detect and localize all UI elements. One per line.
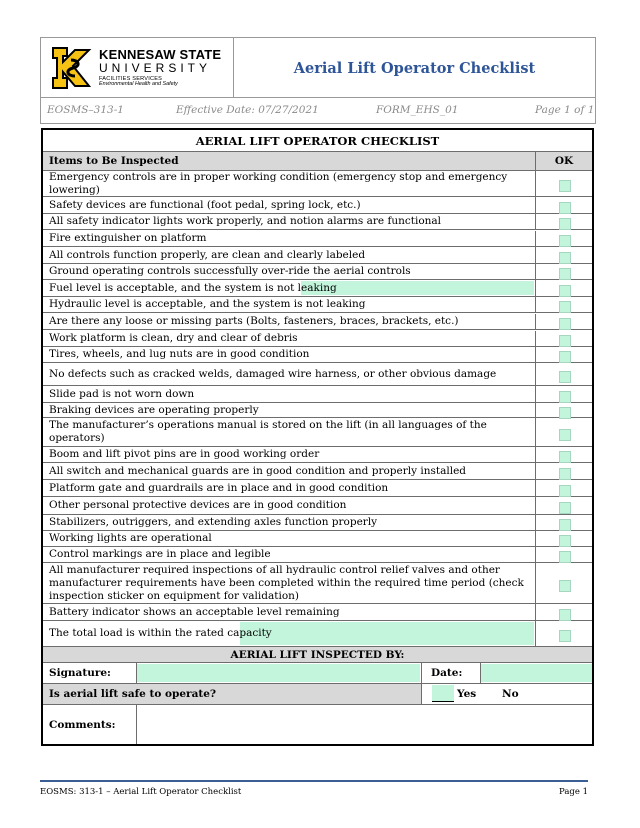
checklist-item-label: Stabilizers, outriggers, and extending axles function properly [49, 516, 378, 528]
comments-label: Comments: [49, 718, 116, 731]
ok-cell [535, 418, 592, 446]
ok-checkbox[interactable] [559, 285, 571, 297]
date-field[interactable] [481, 664, 592, 682]
page-indicator: Page 1 of 1 [535, 104, 595, 116]
ok-cell [535, 214, 592, 229]
ok-checkbox[interactable] [559, 268, 571, 280]
ok-checkbox[interactable] [559, 235, 571, 247]
footer-page-number: Page 1 [559, 787, 588, 797]
ok-cell [535, 547, 592, 562]
signature-field[interactable] [137, 664, 420, 682]
ok-cell [535, 403, 592, 417]
ok-cell [535, 264, 592, 279]
signature-label: Signature: [49, 667, 111, 679]
ok-cell [535, 386, 592, 402]
checklist-item-label: The total load is within the rated capacity [49, 627, 272, 639]
table-row [43, 604, 592, 621]
footer-rule [40, 780, 588, 782]
checklist-title: AERIAL LIFT OPERATOR CHECKLIST [43, 130, 592, 152]
ok-checkbox[interactable] [559, 351, 571, 363]
checklist-item-label: Fire extinguisher on platform [49, 232, 207, 244]
comments-field[interactable] [137, 705, 592, 744]
ok-cell [535, 447, 592, 462]
ok-cell [535, 480, 592, 496]
checklist-item-label: Battery indicator shows an acceptable level remaining [49, 605, 340, 618]
table-row [43, 264, 592, 280]
ok-checkbox[interactable] [559, 502, 571, 514]
doc-id: EOSMS–313-1 [47, 104, 124, 116]
signature-row [43, 663, 592, 684]
ok-cell [535, 280, 592, 296]
logo-line-4: Environmental Health and Safety [99, 81, 178, 88]
table-row [43, 314, 592, 330]
checklist-item-label: The manufacturer’s operations manual is stored on the lift (in all languages of the operators) [49, 419, 487, 444]
table-row [43, 547, 592, 563]
date-label: Date: [431, 667, 463, 679]
ksu-logo [41, 38, 234, 97]
checklist-item-label: Hydraulic level is acceptable, and the system is not leaking [49, 298, 366, 310]
checklist-item-label: Fuel level is acceptable, and the system is not leaking [49, 281, 337, 294]
safe-question: Is aerial lift safe to operate? [49, 688, 217, 700]
checklist-item-label: Are there any loose or missing parts (Bolts, fasteners, braces, brackets, etc.) [49, 315, 459, 327]
items-column-header: Items to Be Inspected [49, 154, 179, 167]
comments-row [43, 705, 592, 744]
checklist-item-label: Ground operating controls successfully over-ride the aerial controls [49, 265, 411, 277]
ok-cell [535, 197, 592, 213]
logo-line-1: KENNESAW STATE [99, 46, 222, 62]
ok-cell [535, 297, 592, 312]
ok-checkbox[interactable] [559, 218, 571, 230]
ok-checkbox[interactable] [559, 335, 571, 347]
inspected-by-heading: AERIAL LIFT INSPECTED BY: [43, 647, 592, 663]
checklist-item-label: All switch and mechanical guards are in good condition and properly installed [49, 464, 467, 477]
table-row [43, 621, 592, 647]
ok-checkbox[interactable] [559, 451, 571, 463]
table-row [43, 386, 592, 403]
effective-date: Effective Date: 07/27/2021 [176, 104, 319, 116]
checklist-item-label: Work platform is clean, dry and clear of debris [49, 332, 298, 344]
checklist-item-label: Braking devices are operating properly [49, 403, 259, 416]
table-row [43, 515, 592, 531]
table-row [43, 403, 592, 418]
ok-checkbox[interactable] [559, 391, 571, 403]
checklist-item-label: Slide pad is not worn down [49, 387, 195, 400]
meta-bar [40, 98, 596, 124]
table-row [43, 418, 592, 447]
ok-checkbox[interactable] [559, 318, 571, 330]
checklist-item-label: Boom and lift pivot pins are in good working order [49, 448, 320, 460]
yes-answer-field[interactable] [432, 685, 454, 702]
ok-checkbox[interactable] [559, 535, 571, 547]
footer-left-text: EOSMS: 313-1 – Aerial Lift Operator Checklist [40, 787, 242, 797]
yes-label: Yes [457, 688, 477, 700]
table-row [43, 463, 592, 480]
ok-cell [535, 531, 592, 546]
checklist-item-label: Emergency controls are in proper working condition (emergency stop and emergency lowering) [49, 170, 508, 196]
ok-cell [535, 463, 592, 479]
ok-cell [535, 604, 592, 620]
table-row [43, 214, 592, 230]
ok-column-header: OK [535, 152, 592, 170]
ksu-logo-mark-icon [49, 46, 93, 90]
ok-checkbox[interactable] [559, 252, 571, 264]
ok-cell [535, 347, 592, 362]
ok-checkbox[interactable] [559, 301, 571, 313]
ok-checkbox[interactable] [559, 485, 571, 497]
checklist-item-label: Working lights are operational [49, 532, 212, 544]
table-row [43, 531, 592, 547]
table-row [43, 563, 592, 604]
ok-checkbox[interactable] [559, 468, 571, 480]
ok-checkbox[interactable] [559, 551, 571, 563]
ok-checkbox[interactable] [559, 371, 571, 383]
ok-checkbox[interactable] [559, 180, 571, 192]
checklist-item-label: Platform gate and guardrails are in place and in good condition [49, 481, 389, 494]
ok-cell [535, 171, 592, 196]
ok-checkbox[interactable] [559, 429, 571, 441]
checklist-table [41, 128, 594, 746]
checklist-item-label: Other personal protective devices are in good condition [49, 499, 347, 511]
logo-line-2: UNIVERSITY [99, 60, 212, 75]
ok-checkbox[interactable] [559, 580, 571, 592]
ok-cell [535, 563, 592, 603]
table-row [43, 231, 592, 247]
table-row [43, 297, 592, 313]
table-row [43, 280, 592, 297]
table-row [43, 347, 592, 363]
ok-checkbox[interactable] [559, 630, 571, 642]
ok-checkbox[interactable] [559, 609, 571, 621]
checklist-item-label: Safety devices are functional (foot pedal, spring lock, etc.) [49, 198, 361, 211]
checklist-item-label: Control markings are in place and legible [49, 548, 271, 560]
table-row [43, 447, 592, 463]
table-row [43, 197, 592, 214]
ok-cell [535, 363, 592, 385]
safe-to-operate-row [43, 684, 592, 705]
ok-checkbox[interactable] [559, 202, 571, 214]
logo-line-3: FACILITIES SERVICES [99, 75, 163, 82]
table-row [43, 331, 592, 347]
ok-cell [535, 331, 592, 346]
table-row [43, 480, 592, 497]
ok-cell [535, 515, 592, 530]
ok-checkbox[interactable] [559, 519, 571, 531]
form-id: FORM_EHS_01 [376, 104, 459, 116]
ok-cell [535, 497, 592, 514]
checklist-item-label: All safety indicator lights work properly, and notion alarms are functional [49, 215, 442, 227]
table-row [43, 171, 592, 197]
ok-cell [535, 621, 592, 646]
no-label: No [502, 688, 519, 700]
document-title: Aerial Lift Operator Checklist [293, 60, 536, 77]
table-header-row [43, 152, 592, 171]
ok-cell [535, 231, 592, 246]
table-row [43, 363, 592, 386]
checklist-item-label: All manufacturer required inspections of all hydraulic control relief valves and other manufacturer requirements have been completed within the required time period (check inspection sticker on equipment for validation) [49, 563, 524, 602]
checklist-item-label: No defects such as cracked welds, damaged wire harness, or other obvious damage [49, 367, 497, 380]
table-row [43, 497, 592, 515]
checklist-item-label: Tires, wheels, and lug nuts are in good condition [49, 348, 310, 360]
document-header [40, 37, 596, 98]
ok-cell [535, 314, 592, 329]
ok-cell [535, 247, 592, 263]
table-row [43, 247, 592, 264]
checklist-item-label: All controls function properly, are clean and clearly labeled [49, 248, 366, 261]
